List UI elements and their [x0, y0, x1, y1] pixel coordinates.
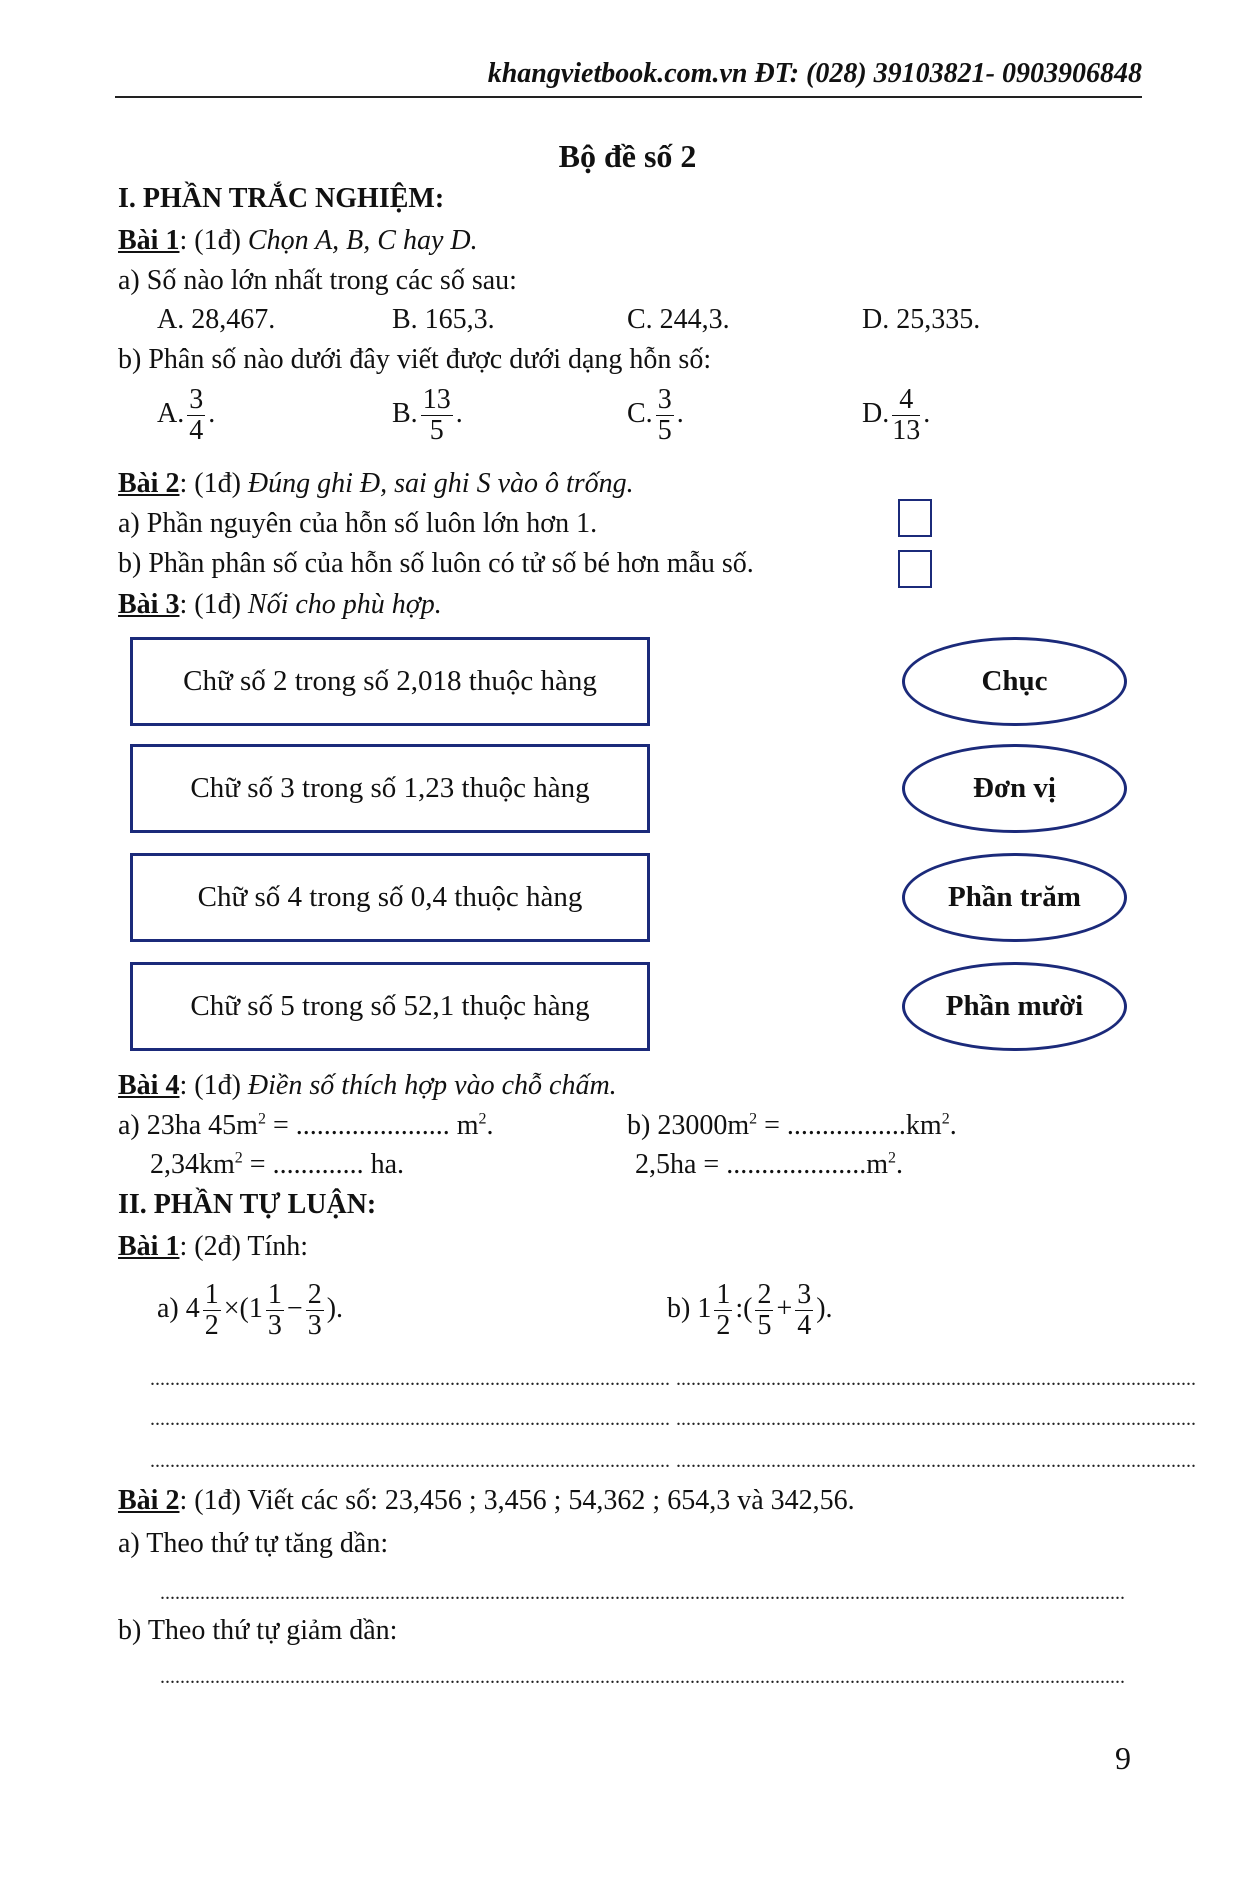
- text: b) 1: [667, 1292, 712, 1324]
- match-left-4[interactable]: Chữ số 5 trong số 52,1 thuộc hàng: [130, 962, 650, 1051]
- bai1-label: Bài 1: [118, 225, 180, 256]
- page-title: Bộ đề số 2: [558, 138, 697, 174]
- denominator: 3: [267, 1310, 282, 1341]
- denominator: 2: [716, 1310, 731, 1341]
- operator: ×(1: [223, 1292, 263, 1324]
- bai4-b2: [635, 1148, 903, 1182]
- bai1a-question: a) Số nào lớn nhất trong các số sau:: [118, 265, 517, 296]
- text: = .................km: [757, 1110, 942, 1141]
- bai2b-answer-box[interactable]: [898, 550, 932, 588]
- bai1-instruction: Chọn A, B, C hay D.: [247, 225, 478, 256]
- bai1b-option-a: A. $\frac{3}{4}$ .: [157, 384, 216, 446]
- bai2a-statement: a) Phần nguyên của hỗn số luôn lớn hơn 1.: [118, 508, 598, 539]
- numerator: 3: [797, 1279, 812, 1310]
- operator: −: [286, 1292, 303, 1324]
- option-letter: C.: [627, 397, 653, 429]
- denominator: 2: [204, 1310, 219, 1341]
- text: b) 23000m: [627, 1110, 750, 1141]
- match-right-4[interactable]: Phần mười: [902, 962, 1127, 1051]
- answer-line-b1[interactable]: ........................................................................................................: [676, 1368, 1196, 1390]
- denominator: 5: [657, 415, 672, 446]
- p2-bai1-heading: [118, 1230, 308, 1264]
- bai2b-statement: b) Phần phân số của hỗn số luôn có tử số bé hơn mẫu số.: [118, 548, 754, 579]
- answer-line-b2[interactable]: ........................................................................................................: [676, 1408, 1196, 1430]
- text: a) 23ha 45m: [118, 1110, 258, 1141]
- bai3-instruction: Nối cho phù hợp.: [247, 589, 442, 620]
- option-letter: A.: [157, 397, 185, 429]
- bai4-a2: [150, 1148, 404, 1182]
- page-number: 9: [1115, 1740, 1131, 1776]
- p2-bai2-points: : (1đ) Viết các số: 23,456 ; 3,456 ; 54,362 ; 654,3 và 342,56.: [179, 1485, 855, 1516]
- answer-line-a2[interactable]: ........................................................................................................: [150, 1408, 670, 1430]
- bai1-points: : (1đ): [179, 225, 248, 256]
- fraction: [266, 1280, 284, 1341]
- text: .: [949, 1110, 957, 1141]
- answer-line-a1[interactable]: ........................................................................................................: [150, 1368, 670, 1390]
- match-right-3[interactable]: Phần trăm: [902, 853, 1127, 942]
- p2-bai1-label: Bài 1: [118, 1231, 180, 1262]
- bai4-heading: [118, 1069, 617, 1103]
- fraction: [755, 1280, 773, 1341]
- superscript: 2: [478, 1110, 487, 1128]
- p2-bai2-heading: [118, 1484, 855, 1518]
- bai3-points: : (1đ): [179, 589, 248, 620]
- bai1-heading: [118, 224, 478, 258]
- numerator: 13: [422, 384, 451, 415]
- bai1b-question: b) Phân số nào dưới đây viết được dưới dạng hỗn số:: [118, 344, 712, 375]
- bai3-heading: [118, 588, 442, 622]
- numerator: 3: [657, 384, 672, 415]
- denominator: 4: [797, 1310, 812, 1341]
- bai4-points: : (1đ): [179, 1070, 248, 1101]
- match-right-1[interactable]: Chục: [902, 637, 1127, 726]
- fraction: [187, 385, 205, 446]
- fraction: [203, 1280, 221, 1341]
- bai4-a1: [118, 1109, 494, 1143]
- bai2a-answer-box[interactable]: [898, 499, 932, 537]
- numerator: 3: [189, 384, 204, 415]
- bai4-b1: [627, 1109, 957, 1143]
- text: .: [486, 1110, 494, 1141]
- numerator: 4: [892, 385, 920, 416]
- header-rule: [115, 96, 1142, 98]
- fraction: [421, 385, 453, 446]
- bai1b-option-b: B. $\frac{13}{5}$ .: [392, 384, 463, 446]
- text: 2,5ha = ....................m: [635, 1149, 888, 1180]
- text: .: [896, 1149, 903, 1180]
- answer-line-a3[interactable]: ........................................................................................................: [150, 1450, 670, 1472]
- bai1a-option-b: B. 165,3.: [392, 304, 495, 335]
- bai2-label: Bài 2: [118, 468, 180, 499]
- fraction: [306, 1280, 324, 1341]
- answer-line-descending[interactable]: .................................................................................................................................................................................................: [160, 1666, 1125, 1688]
- fraction: [892, 385, 920, 446]
- denominator: 3: [307, 1310, 322, 1341]
- fraction: [795, 1280, 813, 1341]
- option-letter: B.: [392, 397, 418, 429]
- operator: +: [776, 1292, 793, 1324]
- bai1a-option-d: D. 25,335.: [862, 304, 981, 335]
- fraction: [714, 1280, 732, 1341]
- expression-a: [157, 1280, 343, 1341]
- bai1b-option-d: D. $\frac{4}{13}$ .: [862, 384, 931, 446]
- page-header: khangvietbook.com.vn ĐT: (028) 39103821- 0903906848: [487, 58, 1142, 89]
- bai2-heading: [118, 467, 634, 501]
- bai4-label: Bài 4: [118, 1070, 180, 1101]
- numerator: 1: [267, 1279, 282, 1310]
- expression-b: [667, 1280, 833, 1341]
- p2-bai2-b: b) Theo thứ tự giảm dần:: [118, 1615, 398, 1646]
- numerator: 1: [716, 1279, 731, 1310]
- denominator: 5: [429, 415, 444, 446]
- superscript: 2: [941, 1110, 950, 1128]
- bai1b-option-c: C. $\frac{3}{5}$ .: [627, 384, 684, 446]
- text: = ...................... m: [265, 1110, 479, 1141]
- numerator: 2: [307, 1279, 322, 1310]
- match-right-2[interactable]: Đơn vị: [902, 744, 1127, 833]
- answer-line-b3[interactable]: ........................................................................................................: [676, 1450, 1196, 1472]
- section-heading-part2: II. PHẦN TỰ LUẬN:: [118, 1189, 377, 1220]
- superscript: 2: [749, 1110, 758, 1128]
- match-left-1[interactable]: Chữ số 2 trong số 2,018 thuộc hàng: [130, 637, 650, 726]
- bai2-points: : (1đ): [179, 468, 248, 499]
- superscript: 2: [888, 1149, 896, 1167]
- superscript: 2: [257, 1110, 266, 1128]
- numerator: 2: [757, 1279, 772, 1310]
- section-heading-part1: I. PHẦN TRẮC NGHIỆM:: [118, 183, 445, 214]
- text: = ............. ha.: [242, 1149, 404, 1180]
- p2-bai2-label: Bài 2: [118, 1485, 180, 1516]
- answer-line-ascending[interactable]: .................................................................................................................................................................................................: [160, 1582, 1125, 1604]
- superscript: 2: [234, 1149, 243, 1167]
- denominator: 13: [892, 415, 921, 446]
- bai1a-option-c: C. 244,3.: [627, 304, 730, 335]
- text: 2,34km: [150, 1149, 235, 1180]
- bai4-instruction: Điền số thích hợp vào chỗ chấm.: [247, 1070, 617, 1101]
- bai1a-option-a: A. 28,467.: [157, 304, 276, 335]
- text: ).: [326, 1292, 344, 1324]
- match-left-3[interactable]: Chữ số 4 trong số 0,4 thuộc hàng: [130, 853, 650, 942]
- p2-bai2-a: a) Theo thứ tự tăng dần:: [118, 1528, 389, 1559]
- numerator: 1: [204, 1279, 219, 1310]
- match-left-2[interactable]: Chữ số 3 trong số 1,23 thuộc hàng: [130, 744, 650, 833]
- text: ).: [816, 1292, 833, 1324]
- denominator: 5: [757, 1310, 772, 1341]
- denominator: 4: [189, 415, 204, 446]
- text: a) 4: [157, 1292, 200, 1324]
- operator: :(: [735, 1292, 753, 1324]
- p2-bai1-points: : (2đ) Tính:: [179, 1231, 309, 1262]
- bai3-label: Bài 3: [118, 589, 180, 620]
- fraction: [656, 385, 674, 446]
- option-letter: D.: [862, 397, 890, 429]
- bai2-instruction: Đúng ghi Đ, sai ghi S vào ô trống.: [247, 468, 634, 499]
